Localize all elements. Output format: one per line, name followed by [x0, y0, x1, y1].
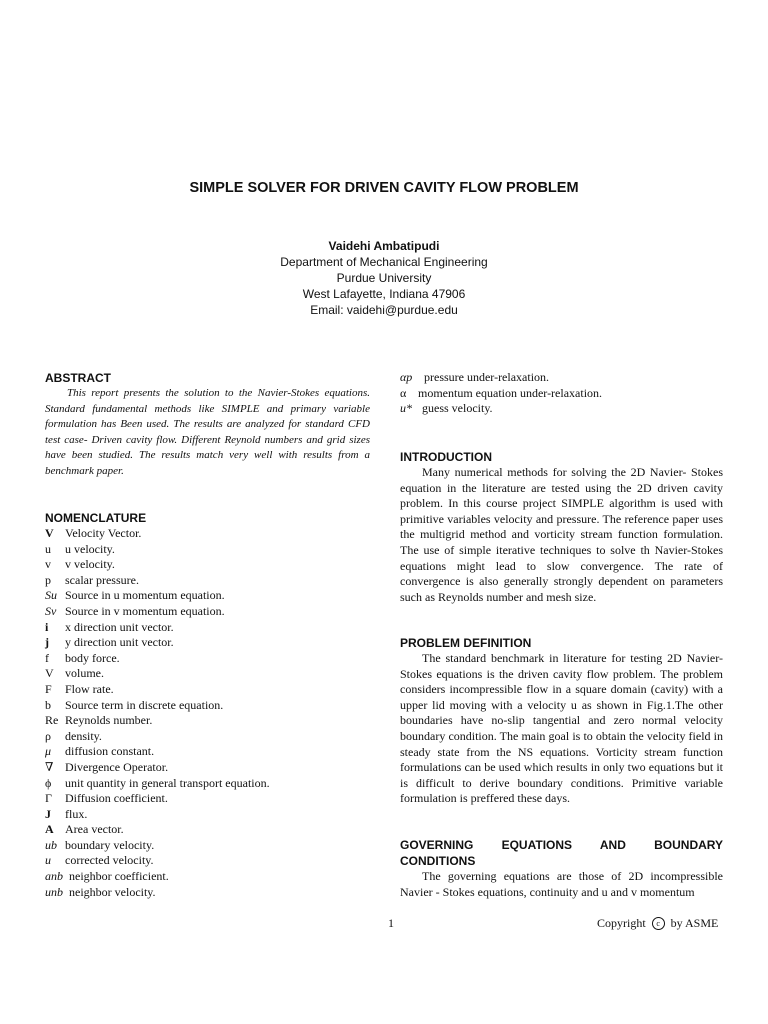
governing-text: The governing equations are those of 2D incompressible Navier - Stokes equations, continuity and u and v momentum — [400, 869, 723, 899]
author-block — [0, 238, 768, 318]
copyright-org: by ASME — [670, 916, 719, 930]
paper-title: SIMPLE SOLVER FOR DRIVEN CAVITY FLOW PROBLEM — [189, 180, 579, 196]
nomenclature-item: Γ Diffusion coefficient. — [45, 791, 168, 806]
nomenclature-item: j y direction unit vector. — [45, 635, 174, 650]
nomenclature-item: A Area vector. — [45, 822, 124, 837]
copyright-label: Copyright — [597, 916, 646, 930]
introduction-section — [400, 449, 723, 605]
nomenclature-item: b Source term in discrete equation. — [45, 697, 224, 712]
nomenclature-item: Sv Source in v momentum equation. — [45, 603, 225, 618]
nomenclature-item: V volume. — [45, 666, 104, 681]
nomenclature-item: p scalar pressure. — [45, 572, 139, 587]
introduction-text: Many numerical methods for solving the 2D Navier- Stokes equation in the literature are tested using the 2D driven cavity problem. In this course project SIMPLE algorithm is used with primitive variables velocity and pressure. The reference paper uses the multigrid method and vorticity stream function formulation. The use of simple iterative techniques to solve th Navier-Stokes equations might lead to slow convergence. The rate of convergence is also generally strongly dependent on parameters such as Reynolds number and mesh size. — [400, 465, 723, 604]
problem-definition-heading: PROBLEM DEFINITION — [400, 636, 532, 650]
governing-section — [400, 837, 723, 900]
nomenclature-heading: NOMENCLATURE — [45, 511, 147, 525]
nomenclature-item: Su Source in u momentum equation. — [45, 588, 225, 603]
nomenclature-item: α momentum equation under-relaxation. — [400, 385, 603, 400]
page-number: 1 — [388, 916, 394, 930]
nomenclature-item: ϕ unit quantity in general transport equation. — [45, 775, 270, 790]
nomenclature-item: u u velocity. — [45, 541, 115, 556]
author-address: West Lafayette, Indiana 47906 — [302, 287, 466, 301]
author-name: Vaidehi Ambatipudi — [328, 239, 440, 253]
nomenclature-item: F Flow rate. — [45, 681, 114, 696]
abstract-text: This report presents the solution to the Navier-Stokes equations. Standard fundamental methods like SIMPLE and primary variable formulation has Been used. The results are analyzed for standard CFD test case- Driven cavity flow. Different Reynold numbers and grid sizes have been studied. The results match very well with results from a benchmark paper. — [45, 387, 370, 477]
nomenclature-continued — [400, 370, 723, 417]
nomenclature-item: anb neighbor coefficient. — [45, 869, 169, 884]
nomenclature-item: αp pressure under-relaxation. — [400, 370, 550, 384]
left-column — [45, 370, 370, 480]
abstract-heading: ABSTRACT — [45, 371, 111, 385]
problem-definition-section — [400, 635, 723, 807]
nomenclature-item: μ diffusion constant. — [45, 744, 155, 759]
nomenclature-item: unb neighbor velocity. — [45, 884, 156, 899]
author-department: Department of Mechanical Engineering — [280, 255, 488, 269]
author-email: Email: vaidehi@purdue.edu — [310, 303, 458, 317]
nomenclature-item: ρ density. — [45, 728, 102, 743]
nomenclature-item: v v velocity. — [45, 557, 115, 572]
nomenclature-item: ∇ Divergence Operator. — [45, 759, 169, 774]
introduction-heading: INTRODUCTION — [400, 450, 492, 464]
nomenclature-item: J flux. — [45, 806, 88, 821]
nomenclature-item: i x direction unit vector. — [45, 619, 174, 634]
governing-heading: GOVERNING EQUATIONS AND BOUNDARY CONDITIONS — [400, 838, 723, 868]
copyright-icon: c — [652, 917, 665, 930]
nomenclature-list — [45, 526, 370, 900]
nomenclature-item: u corrected velocity. — [45, 853, 154, 868]
nomenclature-item: u* guess velocity. — [400, 401, 493, 416]
nomenclature-item: V Velocity Vector. — [45, 526, 142, 540]
copyright-notice — [597, 916, 718, 931]
nomenclature-item: ub boundary velocity. — [45, 837, 155, 852]
author-university: Purdue University — [336, 271, 432, 285]
nomenclature-item: f body force. — [45, 650, 120, 665]
problem-definition-text: The standard benchmark in literature for testing 2D Navier-Stokes equations is the driven cavity flow problem. The problem considers incompressible flow in a square domain (cavity) with a upper lid moving with a velocity u as shown in Fig.1.The other boundaries have no-slip tangential and zero normal velocity boundary condition. The main goal is to obtain the velocity field in steady state from the NS equations. Vorticity stream function formulations can be used which results in only two equations but it is difficult to derive boundary conditions. Primitive variable formulation is preffered these days. — [400, 651, 723, 806]
nomenclature-item: Re Reynolds number. — [45, 713, 153, 728]
nomenclature-section — [45, 510, 370, 900]
